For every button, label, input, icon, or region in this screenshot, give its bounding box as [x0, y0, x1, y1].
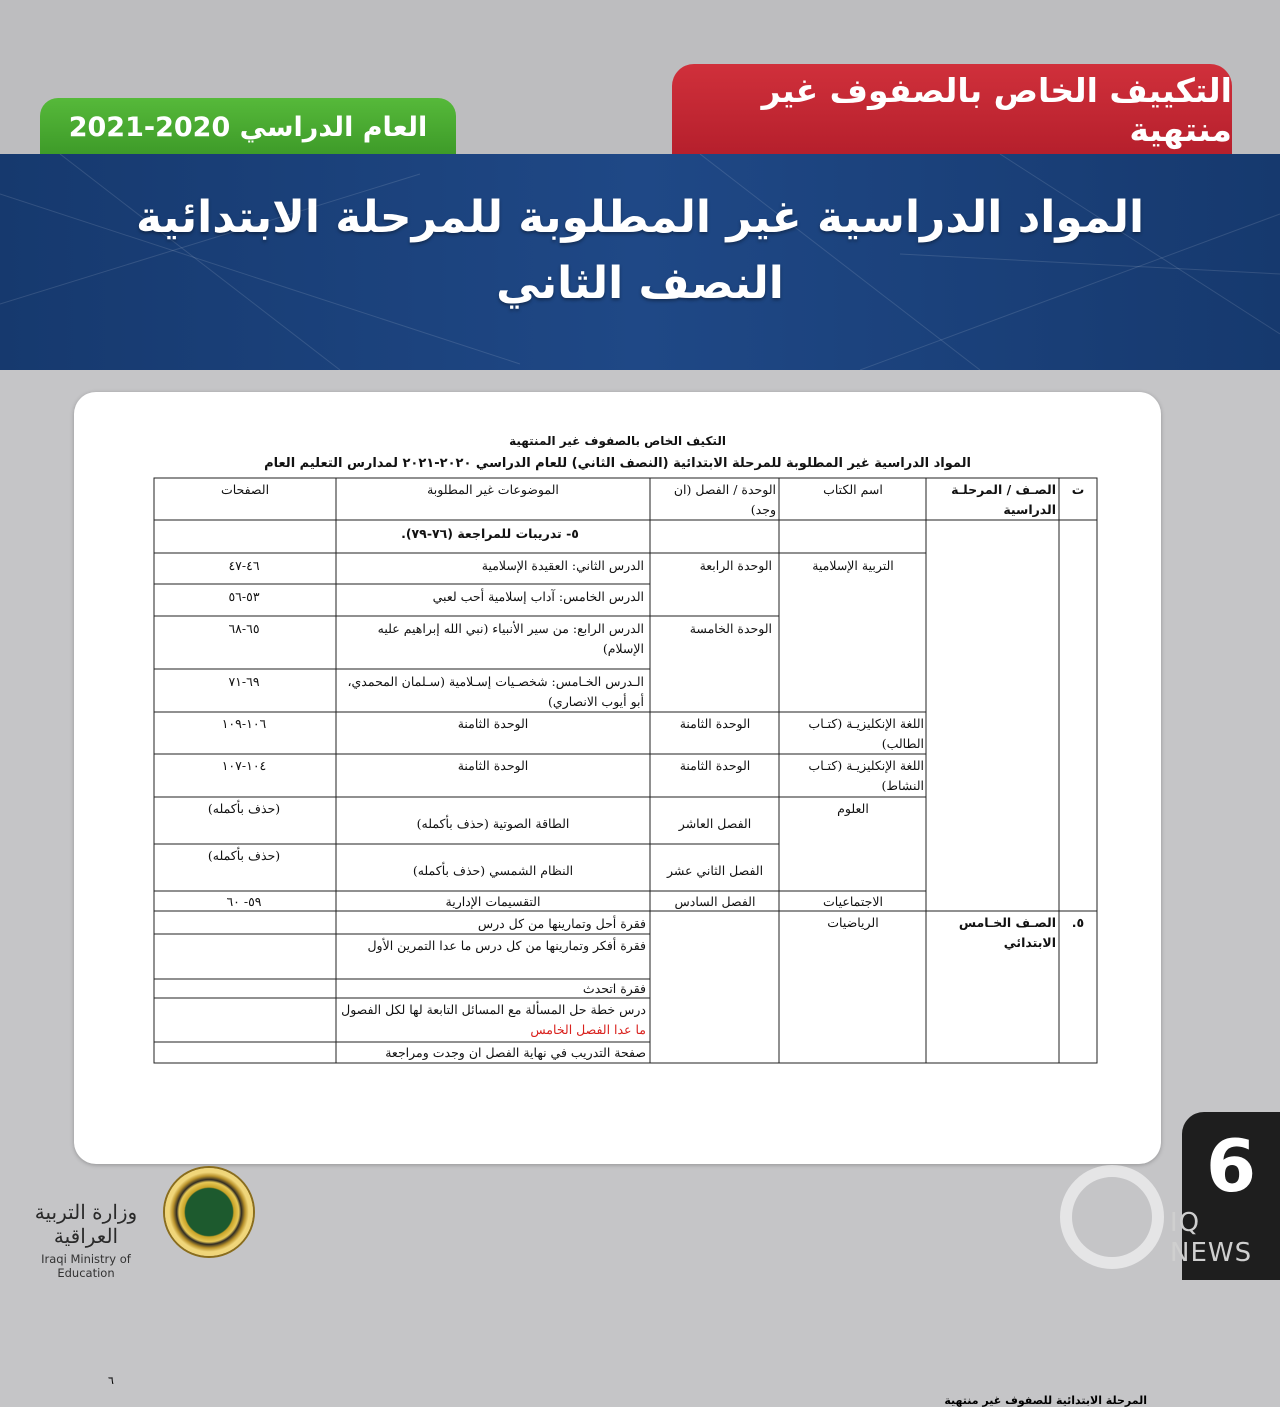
table-cell-topic: فقرة اتحدث: [582, 981, 646, 996]
table-cell-pages: (حذف بأكمله): [207, 801, 281, 816]
document-subheading: المواد الدراسية غير المطلوبة للمرحلة الابتدائية (النصف الثاني) للعام الدراسي ٢٠٢٠-٢٠٢١ لمدارس التعليم العام: [264, 456, 971, 471]
table-cell-unit: الفصل الثاني عشر: [666, 863, 764, 878]
table-cell-grade: الصـف الخـامس الابتدائي: [958, 915, 1056, 950]
table-cell-pages: ٦٩-٧١: [228, 674, 260, 689]
table-cell-pages: ٦٥-٦٨: [228, 621, 260, 636]
page-badge-number: 6: [1205, 1124, 1257, 1208]
ministry-name-english: Iraqi Ministry of Education: [41, 1252, 131, 1280]
document-footer-note: المرحلة الابتدائية للصفوف غير منتهية: [944, 1394, 1147, 1407]
document-heading: التكيف الخاص بالصفوف غير المنتهية: [509, 434, 726, 448]
ministry-name: [16, 1200, 156, 1280]
table-cell-topic: فقرة أفكر وتمارينها من كل درس ما عدا التمرين الأول: [367, 938, 646, 953]
table-cell-topic: الـدرس الخـامس: شخصـيات إسـلامية (سـلمان المحمدي، أبو أيوب الانصاري): [347, 674, 644, 709]
table-cell-topic: فقرة أحل وتمارينها من كل درس: [477, 916, 646, 931]
table-cell-topic: الدرس الرابع: من سير الأنبياء (نبي الله إبراهيم عليه الإسلام): [377, 621, 644, 656]
ministry-name-arabic: وزارة التربية العراقية: [34, 1200, 138, 1248]
table-cell-unit: الوحدة الرابعة: [699, 558, 772, 573]
ministry-emblem-icon: [165, 1168, 253, 1256]
table-cell-pages: ١٠٤-١٠٧: [221, 758, 267, 773]
table-cell-unit: الفصل العاشر: [678, 816, 752, 831]
col-header-number: ت: [1071, 482, 1085, 497]
col-header-pages: الصفحات: [220, 482, 270, 497]
table-cell-pages: ٤٦-٤٧: [228, 558, 260, 573]
table-cell-book: التربية الإسلامية: [812, 558, 894, 573]
table-cell-topic: الطاقة الصوتية (حذف بأكمله): [416, 816, 570, 831]
red-header-tab: التكييف الخاص بالصفوف غير منتهية: [672, 64, 1232, 156]
table-cell-pages: ٥٩- ٦٠: [226, 894, 262, 909]
col-header-grade: الصـف / المرحلـة الدراسية: [951, 482, 1056, 517]
topic-text: درس خطة حل المسألة مع المسائل التابعة لها لكل الفصول: [341, 1002, 646, 1017]
table-cell-topic: التقسيمات الإدارية: [445, 894, 541, 909]
table-cell-topic: صفحة التدريب في نهاية الفصل ان وجدت ومراجعة: [385, 1045, 646, 1060]
table-cell-book: اللغة الإنكليزيـة (كتـاب الطالب): [808, 716, 924, 751]
table-cell-pages: ٥٣-٥٦: [228, 589, 260, 604]
col-header-unit: الوحدة / الفصل (ان وجد): [673, 482, 776, 517]
table-cell-topic: [340, 1000, 646, 1040]
table-cell-topic: الوحدة الثامنة: [457, 758, 529, 773]
table-cell-book: اللغة الإنكليزيـة (كتـاب النشاط): [808, 758, 924, 793]
table-cell-topic: الدرس الثاني: العقيدة الإسلامية: [481, 558, 644, 573]
table-cell-book: الرياضيات: [827, 915, 879, 930]
table-cell-book: الاجتماعيات: [823, 894, 883, 909]
page-number: ٦: [108, 1374, 114, 1387]
col-header-topics: الموضوعات غير المطلوبة: [427, 482, 559, 497]
table-cell-topic: النظام الشمسي (حذف بأكمله): [412, 863, 574, 878]
table-cell-book: العلوم: [837, 801, 869, 816]
brand-name: IQ NEWS: [1170, 1208, 1253, 1268]
green-year-tab: العام الدراسي 2020-2021: [40, 98, 456, 156]
banner-title-line1: المواد الدراسية غير المطلوبة للمرحلة الابتدائية: [135, 192, 1145, 243]
table-cell-topic: الوحدة الثامنة: [457, 716, 529, 731]
table-cell-unit: الوحدة الثامنة: [679, 758, 751, 773]
table-cell-pages: ١٠٦-١٠٩: [221, 716, 267, 731]
table-cell-unit: الوحدة الثامنة: [679, 716, 751, 731]
table-cell-number: ٥.: [1071, 915, 1085, 930]
iq-news-logo-icon: [1060, 1165, 1164, 1269]
table-cell-topic: ٥- تدريبات للمراجعة (٧٦-٧٩).: [401, 526, 579, 541]
title-banner: [0, 154, 1280, 370]
topic-exception-text: ما عدا الفصل الخامس: [530, 1022, 646, 1037]
table-cell-unit: الوحدة الخامسة: [689, 621, 772, 636]
table-cell-topic: الدرس الخامس: آداب إسلامية أحب لعبي: [432, 589, 644, 604]
table-cell-pages: (حذف بأكمله): [207, 848, 281, 863]
table-cell-unit: الفصل السادس: [674, 894, 756, 909]
col-header-book: اسم الكتاب: [823, 482, 883, 497]
banner-title-line2: النصف الثاني: [496, 258, 784, 309]
